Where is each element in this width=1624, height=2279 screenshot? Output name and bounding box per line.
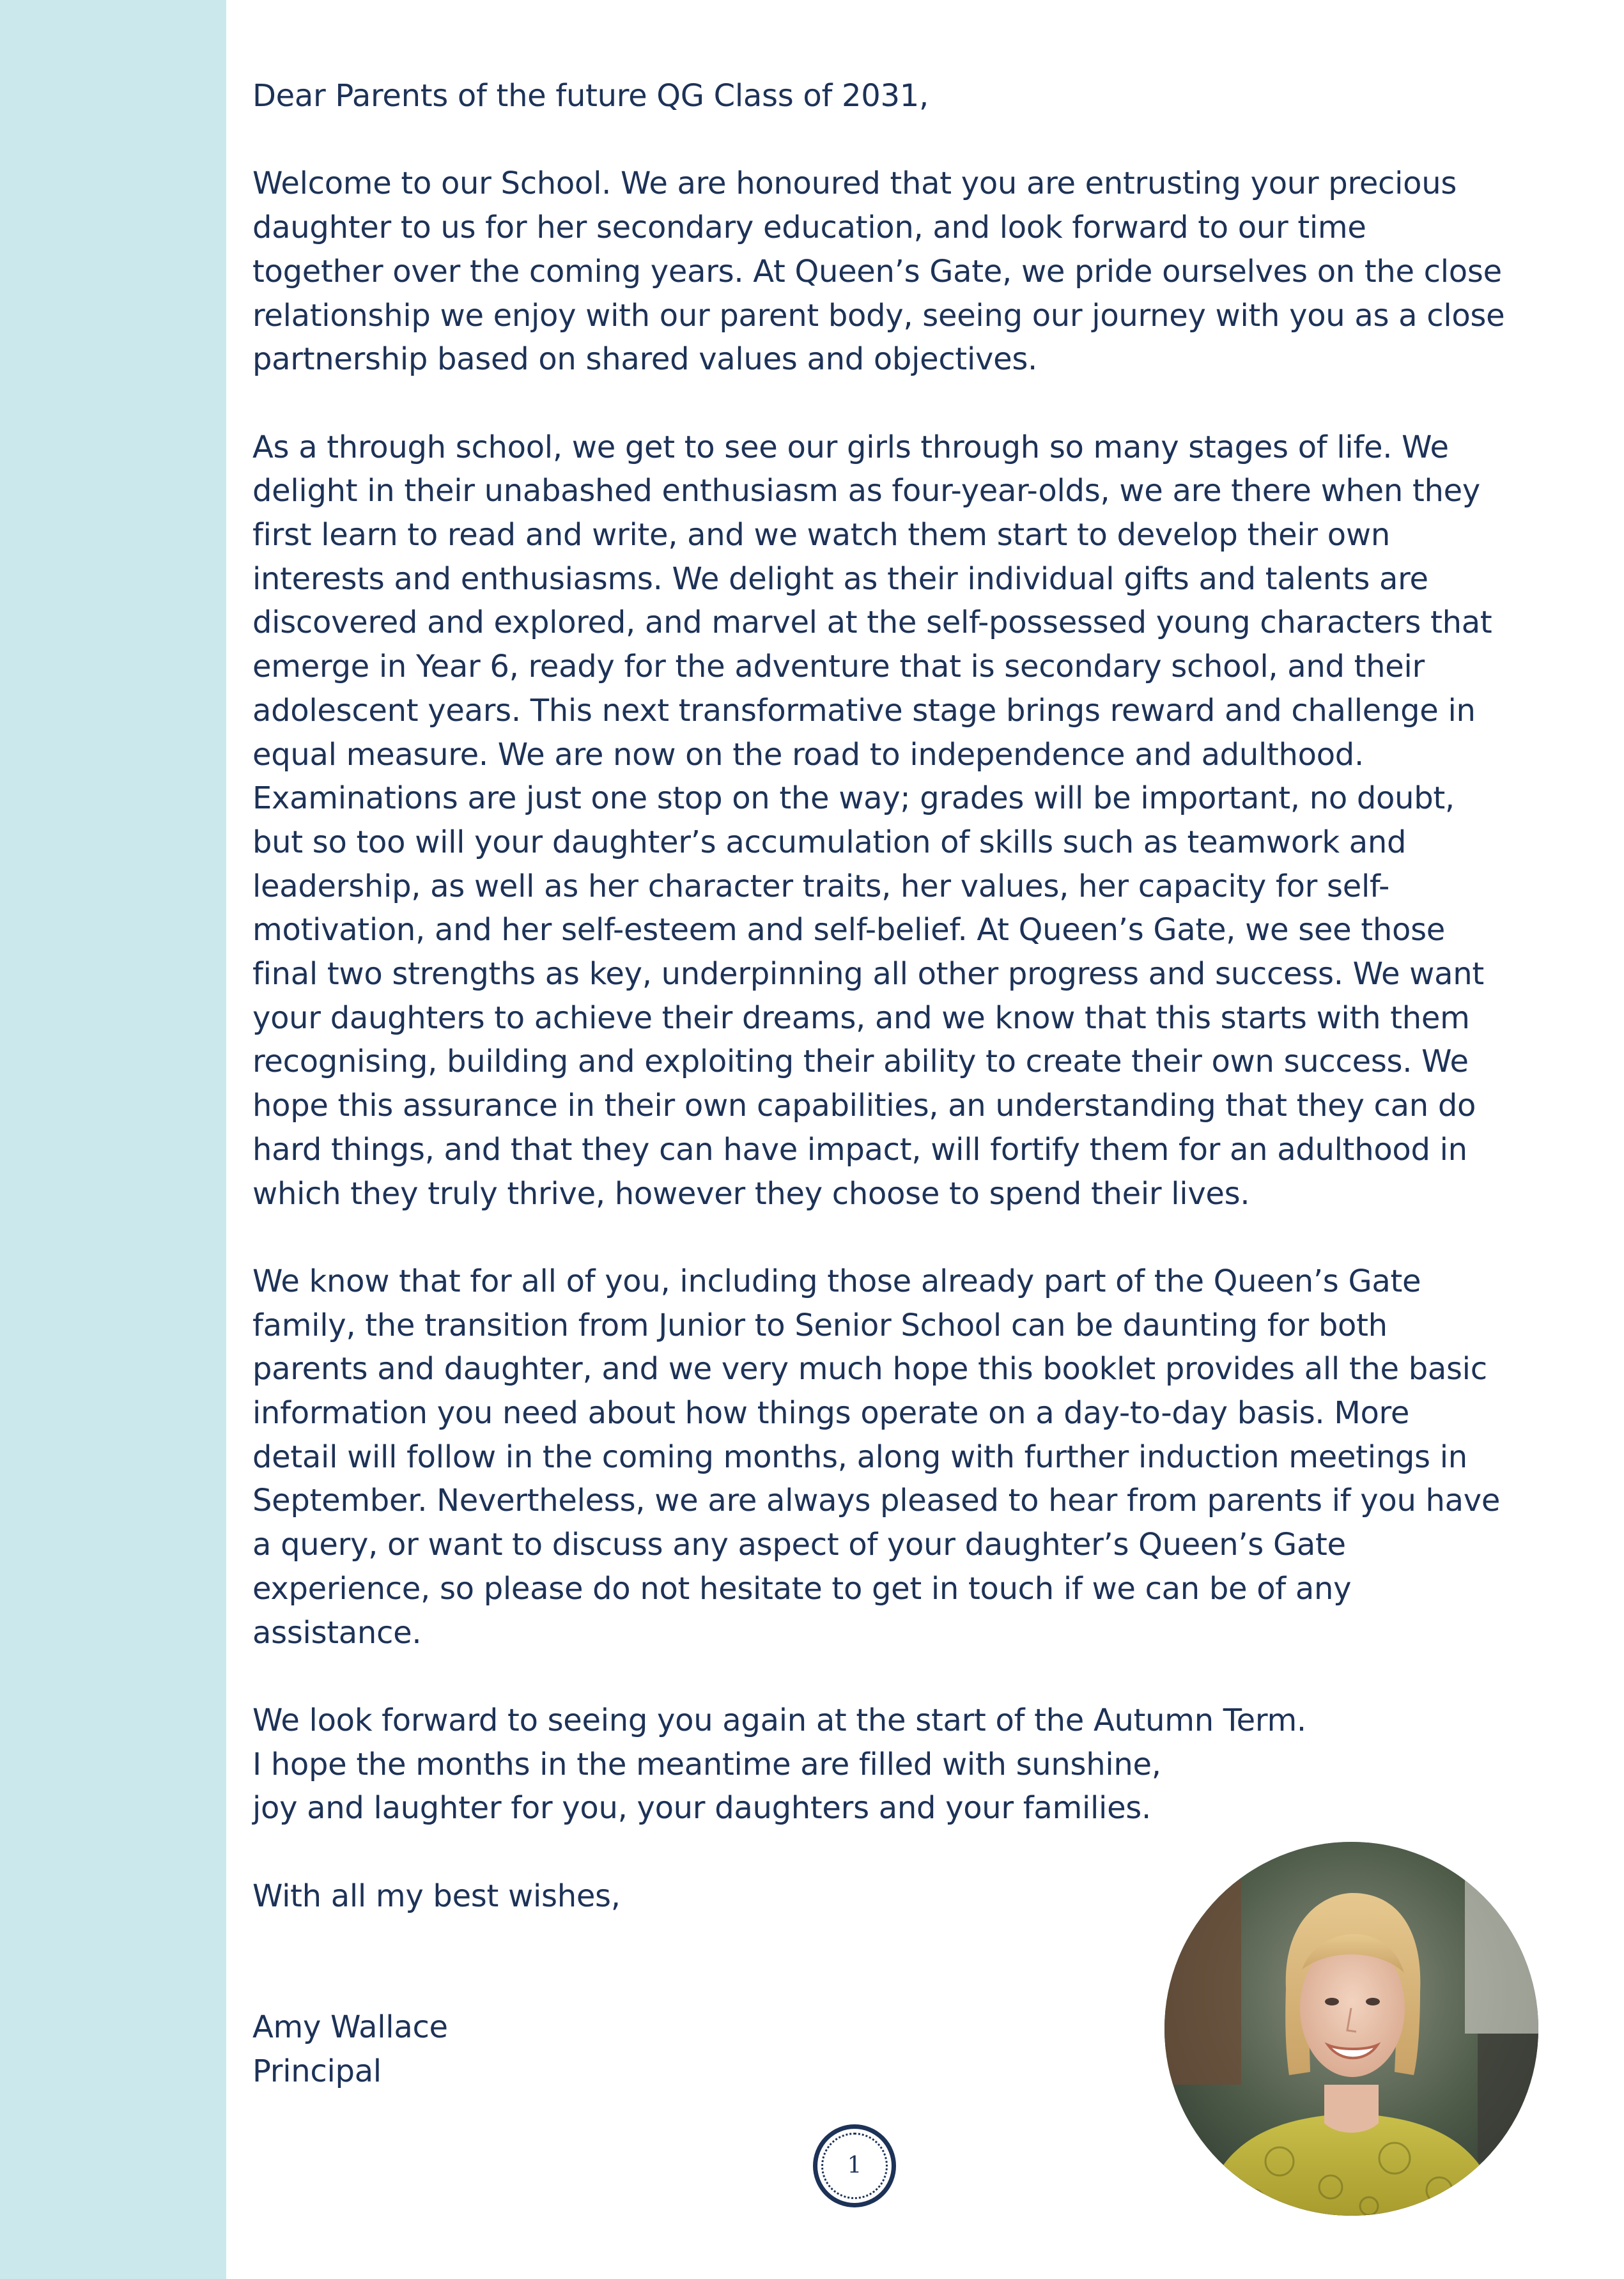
paragraph-through-school: As a through school, we get to see our girls through so many stages of life. We delight in their unabashed enthusiasm as four-year-olds, we are there when they first learn to read and write, and we watch them start to develop their own interests and enthusiasms. We delight as their individual gifts and talents are discovered and explored, and marvel at the self-possessed young characters that emerge in Year 6, ready for the adventure that is secondary school, and their adolescent years. This next transformative stage brings reward and challenge in equal measure. We are now on the road to independence and adulthood. Examinations are just one stop on the way; grades will be important, no doubt, but so too will your daughter’s accumulation of skills such as teamwork and leadership, as well as her character traits, her values, her capacity for self- motivation, and her self-esteem and self-belief. At Queen’s Gate, we see those final two strengths as key, underpinning all other progress and success. We want your daughters to achieve their dreams, and we know that this starts with them recognising, building and exploiting their ability to create their own success. We hope this assurance in their own capabilities, an understanding that they can do hard things, and that they can have impact, will fortify them for an adulthood in which they truly thrive, however they choose to spend their lives.: [252, 429, 1492, 1212]
letter-body: [252, 74, 1556, 2094]
sidebar-accent-strip: [0, 0, 226, 2279]
page-number: 1: [847, 2152, 862, 2179]
closing: With all my best wishes,: [252, 1878, 621, 1914]
portrait-illustration: [1164, 1842, 1538, 2216]
page-number-badge: [813, 2124, 896, 2207]
paragraph-welcome: Welcome to our School. We are honoured that you are entrusting your precious daughter to us for her secondary education, and look forward to our time together over the coming years. At Queen’s Gate, we pride ourselves on the close relationship we enjoy with our parent body, seeing our journey with you as a close partnership based on shared values and objectives.: [252, 166, 1505, 378]
principal-portrait-photo: [1164, 1842, 1538, 2216]
salutation: Dear Parents of the future QG Class of 2031,: [252, 78, 929, 114]
signatory-name: Amy Wallace: [252, 2009, 448, 2046]
paragraph-look-forward: We look forward to seeing you again at the start of the Autumn Term. I hope the months in the meantime are filled with sunshine, joy and laughter for you, your daughters and your families.: [252, 1702, 1306, 1827]
signatory-title: Principal: [252, 2053, 382, 2090]
paragraph-transition: We know that for all of you, including those already part of the Queen’s Gate family, the transition from Junior to Senior School can be daunting for both parents and daughter, and we very much hope this booklet provides all the basic information you need about how things operate on a day-to-day basis. More detail will follow in the coming months, along with further induction meetings in September. Nevertheless, we are always pleased to hear from parents if you have a query, or want to discuss any aspect of your daughter’s Queen’s Gate experience, so please do not hesitate to get in touch if we can be of any assistance.: [252, 1263, 1501, 1651]
